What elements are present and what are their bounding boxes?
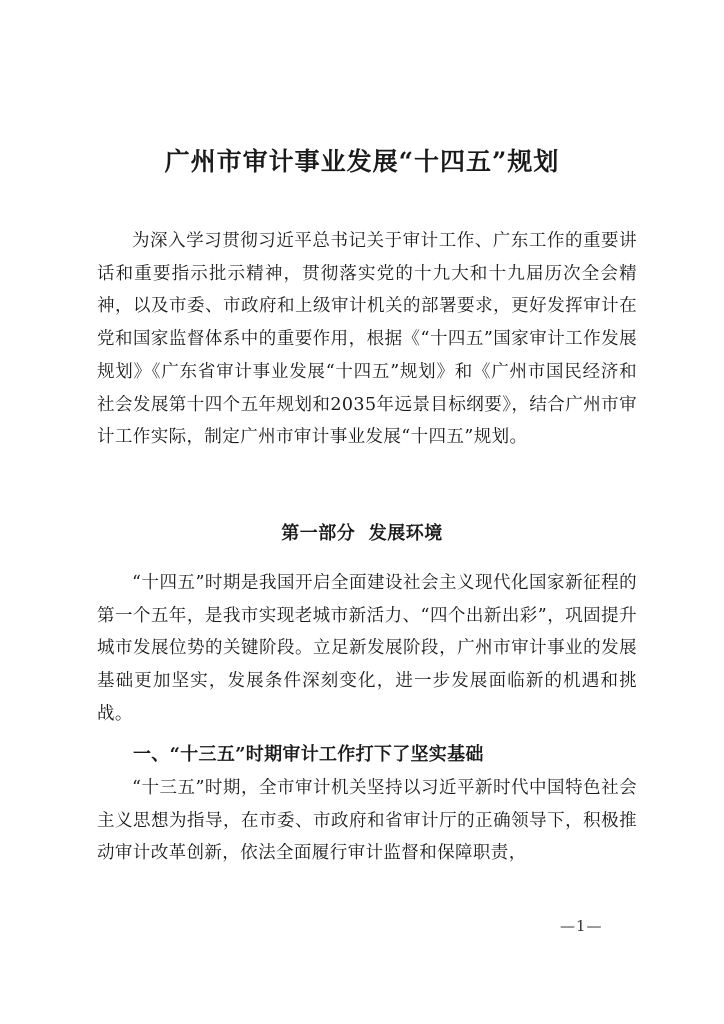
section-heading: 第一部分 发展环境 xyxy=(281,523,443,544)
document-title: 广州市审计事业发展“十四五”规划 xyxy=(164,147,560,176)
subsection-paragraph: “十三五”时期，全市审计机关坚持以习近平新时代中国特色社会主义思想为指导，在市委、市政府和省审计厅的正确领导下，积极推动审计改革创新，依法全面履行审计监督和保障职责， xyxy=(97,778,637,864)
page-number: —1— xyxy=(560,917,603,935)
section-paragraph: “十四五”时期是我国开启全面建设社会主义现代化国家新征程的第一个五年，是我市实现老城市新活力、“四个出新出彩”，巩固提升城市发展位势的关键阶段。立足新发展阶段，广州市审计事业的发展基础更加坚实，发展条件深刻变化，进一步发展面临新的机遇和挑战。 xyxy=(97,573,637,724)
intro-paragraph: 为深入学习贯彻习近平总书记关于审计工作、广东工作的重要讲话和重要指示批示精神，贯彻落实党的十九大和十九届历次全会精神，以及市委、市政府和上级审计机关的部署要求，更好发挥审计在党和国家监督体系中的重要作用，根据《“十四五”国家审计工作发展规划》《广东省审计事业发展“十四五”规划》和《广州市国民经济和社会发展第十四个五年规划和2035年远景目标纲要》，结合广州市审计工作实际，制定广州市审计事业发展“十四五”规划。 xyxy=(97,231,637,448)
subsection-heading: 一、“十三五”时期审计工作打下了坚实基础 xyxy=(133,744,484,765)
